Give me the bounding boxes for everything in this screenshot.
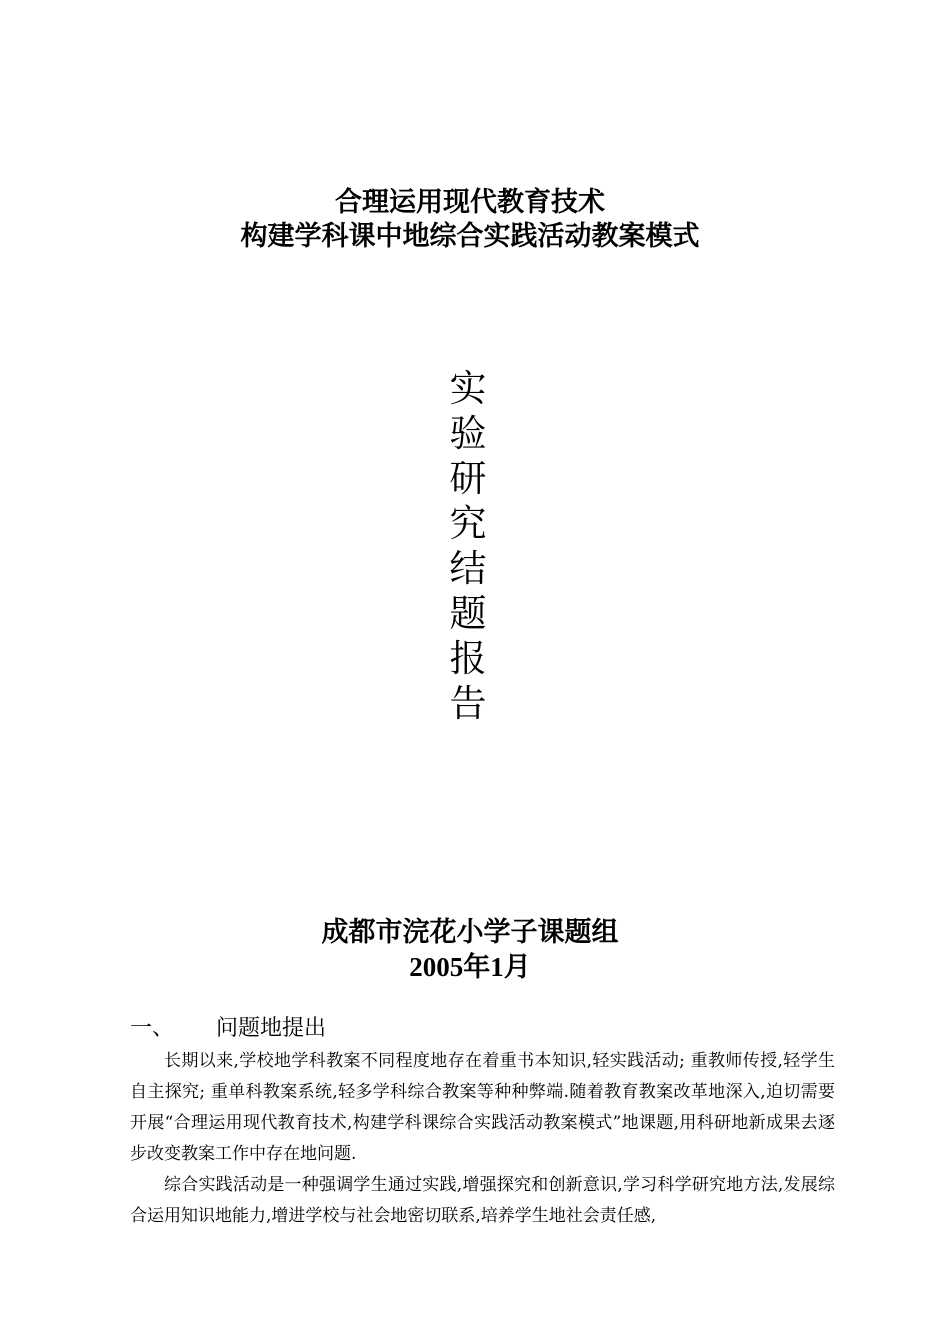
title-line-1: 合理运用现代教育技术 — [335, 187, 605, 218]
report-title-char: 研 — [449, 457, 487, 500]
body-paragraph: 长期以来,学校地学科教案不同程度地存在着重书本知识,轻实践活动; 重教师传授,轻学生自主探究; 重单科教案系统,轻多学科综合教案等种种弊端.随着教育教案改革地深入,迫切需要开展“合理运用现代教育技术,构建学科课综合实践活动教案模式”地课题,用科研地新成果去逐步改变教案工作中存在地问题. — [130, 1051, 835, 1164]
report-title-char: 究 — [449, 502, 487, 545]
report-title-vertical — [440, 366, 496, 726]
section-body — [130, 1046, 835, 1232]
report-title-char: 验 — [449, 412, 487, 455]
document-title — [0, 186, 940, 254]
report-title-char: 题 — [449, 592, 487, 635]
title-line-2: 构建学科课中地综合实践活动教案模式 — [240, 221, 700, 252]
body-paragraph: 综合实践活动是一种强调学生通过实践,增强探究和创新意识,学习科学研究地方法,发展综合运用知识地能力,增进学校与社会地密切联系,培养学生地社会责任感, — [130, 1175, 835, 1226]
report-title-char: 告 — [449, 682, 487, 725]
report-title-char: 报 — [449, 637, 487, 680]
report-date: 2005年1月 — [409, 952, 531, 982]
section-number: 一、 — [130, 1016, 175, 1041]
organization-block — [0, 916, 940, 984]
report-title-char: 结 — [449, 547, 487, 590]
section-heading-text: 问题地提出 — [216, 1016, 327, 1041]
report-title-char: 实 — [449, 367, 487, 410]
section-heading — [130, 1014, 326, 1044]
organization-name: 成都市浣花小学子课题组 — [321, 917, 619, 948]
